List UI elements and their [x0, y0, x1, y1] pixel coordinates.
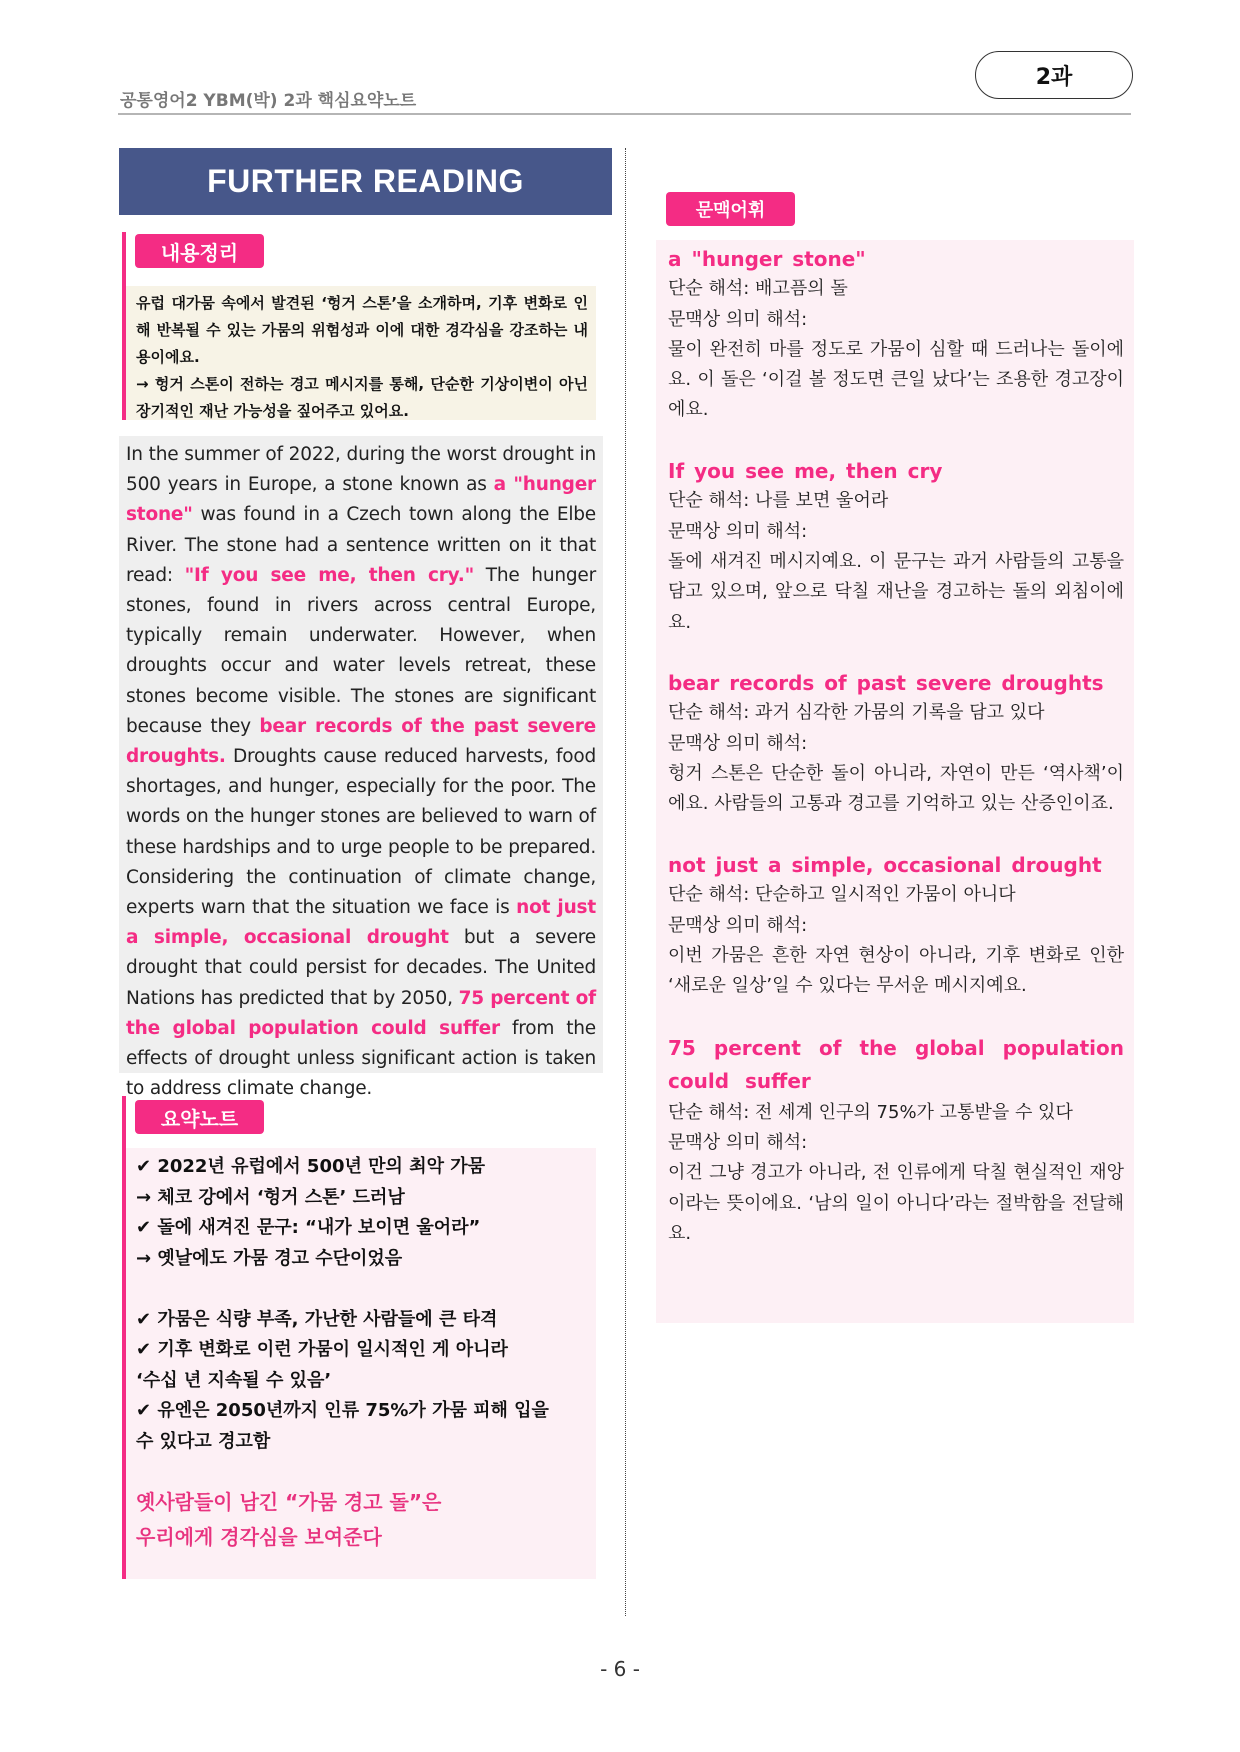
vocab-context: 이번 가뭄은 흔한 자연 현상이 아니라, 기후 변화로 인한 ‘새로운 일상’일 수 있다는 무서운 메시지예요. [668, 944, 1124, 997]
reading-passage [119, 436, 603, 1100]
passage-highlight: "If you see me, then cry." [184, 564, 475, 586]
note-line: ‘수십 년 지속될 수 있음’ [136, 1369, 332, 1391]
summary-box [126, 286, 596, 420]
header-divider [118, 113, 1131, 115]
vocab-context-label: 문맥상 의미 해석: [668, 520, 808, 542]
vocab-entry [668, 1032, 1124, 1249]
section-banner: FURTHER READING [119, 148, 612, 215]
vocab-context: 돌에 새겨진 메시지예요. 이 문구는 과거 사람들의 고통을 담고 있으며, 앞으로 닥칠 재난을 경고하는 돌의 외침이에요. [668, 550, 1124, 633]
passage-highlight: a "hunger stone" [126, 474, 596, 526]
vocab-entry [668, 668, 1124, 819]
vocab-entry [668, 850, 1124, 1001]
note-line: ✔ 돌에 새겨진 문구: “내가 보이면 울어라” [136, 1217, 481, 1238]
passage-highlight: not just a simple, occasional drought [126, 897, 597, 949]
vocab-context-label: 문맥상 의미 해석: [668, 308, 808, 330]
page-number: - 6 - [600, 1657, 640, 1681]
column-divider [625, 148, 626, 1616]
passage-text: was found in a Czech town along the Elbe River. The stone had a sentence written on it that read: [126, 504, 596, 586]
vocab-simple: 단순 해석: 단순하고 일시적인 가뭄이 아니다 [668, 884, 1016, 906]
passage-text: Droughts cause reduced harvests, food shortages, and hunger, especially for the poor. The words on the hunger stones are believed to warn of these hardships and to urge people to be prepared. Considering the continuation of climate change, experts warn that the situation we face is [126, 746, 596, 919]
vocab-simple: 단순 해석: 과거 심각한 가뭄의 기록을 담고 있다 [668, 702, 1045, 724]
vocab-context-label: 문맥상 의미 해석: [668, 1132, 808, 1154]
vocab-simple: 단순 해석: 나를 보면 울어라 [668, 490, 889, 512]
vocab-simple: 단순 해석: 배고픔의 돌 [668, 278, 848, 300]
passage-highlight: bear records of the past severe droughts. [126, 715, 596, 768]
notes-box [126, 1148, 596, 1579]
note-line: ✔ 기후 변화로 이런 가뭄이 일시적인 게 아니라 [136, 1339, 508, 1360]
vocab-tag: 문맥어휘 [666, 192, 795, 226]
note-spacer [136, 1274, 586, 1305]
note-line: → 옛날에도 가뭄 경고 수단이었음 [136, 1247, 403, 1269]
vocab-term: not just a simple, occasional drought [668, 852, 1102, 877]
document-header-title: 공통영어2 YBM(박) 2과 핵심요약노트 [120, 91, 417, 111]
chapter-badge: 2과 [975, 51, 1133, 99]
passage-text: from the effects of drought unless significant action is taken to address climate change. [126, 1017, 596, 1100]
conclusion-line: 옛사람들이 남긴 “가뭄 경고 돌”은 [136, 1490, 442, 1514]
passage-highlight: 75 percent of the global population could suffer [126, 987, 596, 1039]
note-line: 수 있다고 경고함 [136, 1430, 271, 1452]
passage-text: The hunger stones, found in rivers across central Europe, typically remain underwater. However, when droughts occur and water levels retreat, these stones become visible. The stones are significant because they [126, 564, 597, 737]
vocab-box [656, 240, 1134, 1323]
vocab-term: bear records of past severe droughts [668, 671, 1104, 696]
vocab-context: 헝거 스톤은 단순한 돌이 아니라, 자연이 만든 ‘역사책’이에요. 사람들의 고통과 경고를 기억하고 있는 산증인이죠. [668, 763, 1124, 815]
vocab-context-label: 문맥상 의미 해석: [668, 914, 808, 936]
vocab-entry [668, 456, 1124, 638]
note-line: ✔ 2022년 유럽에서 500년 만의 최악 가뭄 [136, 1156, 486, 1177]
vocab-term: 75 percent of the global population could suffer [668, 1035, 1124, 1093]
vocab-simple: 단순 해석: 전 세계 인구의 75%가 고통받을 수 있다 [668, 1101, 1073, 1123]
notes-tag: 요약노트 [135, 1100, 264, 1134]
vocab-context: 이건 그냥 경고가 아니라, 전 인류에게 닥칠 현실적인 재앙이라는 뜻이에요. ‘남의 일이 아니다’라는 절박함을 전달해요. [668, 1162, 1124, 1244]
vocab-term: a "hunger stone" [668, 247, 866, 271]
summary-arrow-text: → 헝거 스톤이 전하는 경고 메시지를 통해, 단순한 기상이변이 아닌 장기적인 재난 가능성을 짚어주고 있어요. [136, 375, 588, 420]
note-line: ✔ 유엔은 2050년까지 인류 75%가 가뭄 피해 입을 [136, 1400, 549, 1421]
note-line: ✔ 가뭄은 식량 부족, 가난한 사람들에 큰 타격 [136, 1308, 498, 1330]
note-line: → 체코 강에서 ‘헝거 스톤’ 드러남 [136, 1186, 405, 1208]
conclusion-line: 우리에게 경각심을 보여준다 [136, 1525, 382, 1549]
vocab-context: 물이 완전히 마를 정도로 가뭄이 심할 때 드러나는 돌이에요. 이 돌은 ‘이걸 볼 정도면 큰일 났다’는 조용한 경고장이에요. [668, 338, 1124, 421]
summary-text: 유럽 대가뭄 속에서 발견된 ‘헝거 스톤’을 소개하며, 기후 변화로 인해 반복될 수 있는 가뭄의 위험성과 이에 대한 경각심을 강조하는 내용이에요. [136, 294, 588, 366]
vocab-term: If you see me, then cry [668, 459, 943, 484]
vocab-entry [668, 244, 1124, 426]
passage-text: but a severe drought that could persist for decades. The United Nations has predicted that by 2050, [126, 927, 596, 1009]
summary-tag: 내용정리 [135, 234, 264, 268]
passage-text: In the summer of 2022, during the worst drought in 500 years in Europe, a stone known as [126, 444, 596, 496]
notes-conclusion [136, 1485, 586, 1555]
vocab-context-label: 문맥상 의미 해석: [668, 732, 808, 754]
